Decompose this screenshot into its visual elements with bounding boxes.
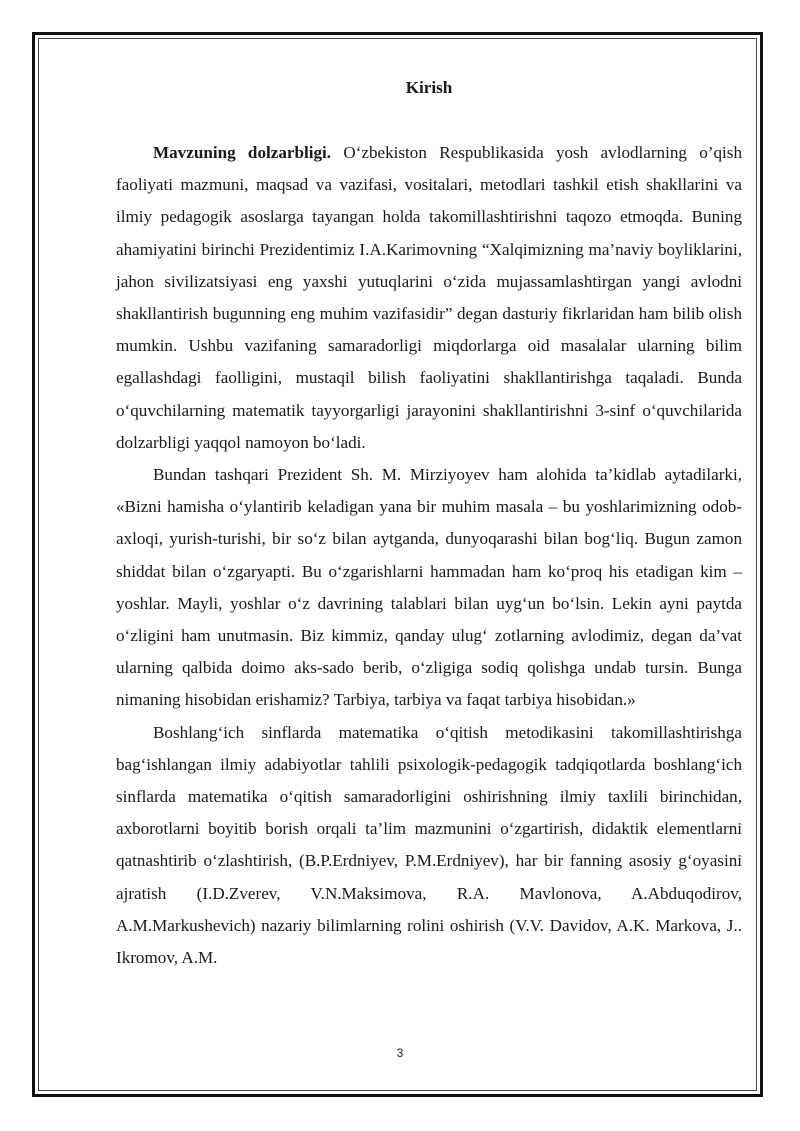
paragraph-president-quote: Bundan tashqari Prezident Sh. M. Mirziyoyev ham alohida ta’kidlab aytadilarki, «Bizni hamisha o‘ylantirib keladigan yana bir muhim masala – bu yoshlarimizning odob-axloqi, yurish-turishi, bir so‘z bilan aytganda, dunyoqarashi bilan bog‘liq. Bugun zamon shiddat bilan o‘zgaryapti. Bu o‘zgarishlarni hammadan ham ko‘proq his etadigan kim – yoshlar. Mayli, yoshlar o‘z davrining talablari bilan uyg‘un bo‘lsin. Lekin ayni paytda o‘zligini ham unutmasin. Biz kimmiz, qanday ulug‘ zotlarning avlodimiz, degan da’vat ularning qalbida doimo aks-sado berib, o‘zligiga sodiq qolishga undab tursin. Bunga nimaning hisobidan erishamiz? Tarbiya, tarbiya va faqat tarbiya hisobidan.» xyxy=(116,465,742,710)
paragraph-literature-review: Boshlang‘ich sinflarda matematika o‘qitish metodikasini takomillashtirishga bag‘ishlangan ilmiy adabiyotlar tahlili psixologik-pedagogik tadqiqotlarda boshlang‘ich sinflarda matematika o‘qitish samaradorligini oshirishning ilmiy taxlili birinchidan, axborotlarni boyitib borish orqali ta’lim mazmunini o‘zgartirish, didaktik elementlarni qatnashtirib o‘zlashtirish, (B.P.Erdniyev, P.M.Erdniyev), har bir fanning asosiy g‘oyasini ajratish (I.D.Zverev, V.N.Maksimova, R.A. Mavlonova, A.Abduqodirov, A.M.Markushevich) nazariy bilimlarning rolini oshirish (V.V. Davidov, A.K. Markova, J.. Ikromov, A.M. xyxy=(116,722,742,968)
page-number: 3 xyxy=(396,1046,404,1060)
paragraph-text: O‘zbekiston Respublikasida yosh avlodlarning o’qish faoliyati mazmuni, maqsad va vazifasi, vositalari, metodlari tashkil etish shakllarini va ilmiy pedagogik asoslarga tayangan holda takomillashtirishni taqozo etmoqda. Buning ahamiyatini birinchi Prezidentimiz I.A.Karimovning “Xalqimizning ma’naviy boyliklarini, jahon sivilizatsiyasi eng yaxshi yutuqlarini o‘zida mujassamlashtirgan yangi avlodni shakllantirish bugunning eng muhim vazifasidir” degan dasturiy fikrlaridan ham bilib olish mumkin. Ushbu vazifaning samaradorligi miqdorlarga oid masalalar ularning bilim egallashdagi faolligini, mustaqil bilish faoliyatini shakllantirishga taqaladi. Bunda o‘quvchilarning matematik tayyorgarligi jarayonini shakllantirishni 3-sinf o‘quvchilarida dolzarbligi yaqqol namoyon bo‘ladi. xyxy=(116,143,742,452)
paragraph-lead: Mavzuning dolzarbligi. xyxy=(153,143,332,162)
paragraph-relevance xyxy=(116,137,742,459)
section-title: Kirish xyxy=(405,78,453,97)
document-body xyxy=(116,72,742,974)
